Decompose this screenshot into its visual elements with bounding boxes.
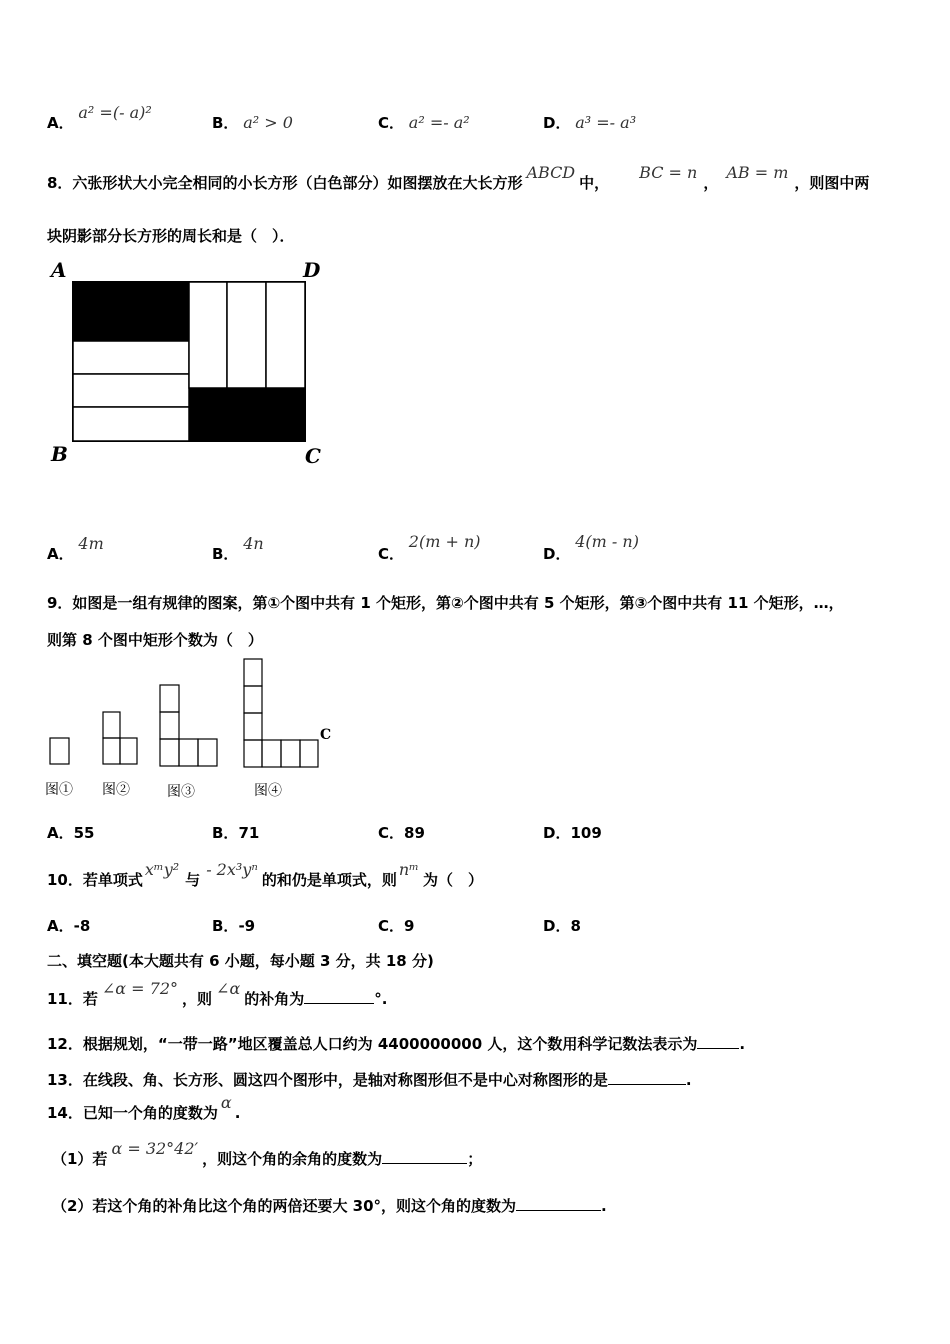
q14-end: . (234, 1104, 241, 1122)
grid-cell (198, 739, 217, 766)
q10-text: 的和仍是单项式，则 (261, 871, 397, 889)
option-expression: 2(m + n) (408, 532, 481, 551)
vertex-label-d: D (303, 258, 321, 282)
q9-option-c (378, 822, 425, 843)
option-label: A． (47, 545, 74, 563)
q9-line2: 则第 8 个图中矩形个数为（ ） (47, 631, 263, 649)
option-label: A． (47, 917, 74, 935)
q9-figure (40, 655, 340, 805)
q8-text: 中， (579, 174, 610, 192)
q10-line (47, 860, 483, 890)
option-label: C． (378, 917, 405, 935)
vertex-label-c: C (305, 444, 321, 468)
q10-text: 10．若单项式 (47, 871, 143, 889)
option-value: 9 (404, 917, 415, 935)
option-label: D． (543, 545, 571, 563)
q14-sub1-end: ； (467, 1150, 483, 1168)
q11-line (47, 979, 388, 1009)
q10-option-a (47, 915, 90, 936)
q11-text: 的补角为 (244, 990, 305, 1008)
figure-caption: 图② (102, 782, 130, 798)
q8-option-b (212, 534, 264, 564)
q12-end: . (739, 1035, 746, 1053)
grid-cell (244, 659, 262, 686)
option-label: A． (47, 824, 74, 842)
q14-text: 14．已知一个角的度数为 (47, 1104, 218, 1122)
q14-math-alpha: α (220, 1093, 232, 1112)
q8-comma: ， (703, 174, 719, 192)
grid-cell (50, 738, 69, 764)
shaded-rectangle-bottom-right (189, 388, 305, 441)
answer-blank[interactable] (382, 1149, 467, 1164)
option-value: -8 (73, 917, 91, 935)
option-value: -9 (238, 917, 256, 935)
answer-blank[interactable] (516, 1196, 601, 1211)
grid-cell (262, 740, 281, 767)
option-label: D． (543, 917, 571, 935)
q14-sub2-text: （2）若这个角的补角比这个角的两倍还要大 30°，则这个角的度数为 (52, 1197, 517, 1215)
q8-option-a (47, 534, 104, 564)
option-label: B． (212, 545, 239, 563)
answer-blank[interactable] (304, 989, 374, 1004)
shaded-rectangle-top-left (73, 282, 189, 341)
q9-option-d (543, 822, 602, 843)
grid-cell (160, 685, 179, 712)
figure-caption: 图③ (167, 784, 195, 800)
option-expression: a² =(- a)² (78, 103, 152, 122)
option-expression: a³ =- a³ (575, 113, 637, 132)
q10-math-term1: xᵐy² (144, 860, 180, 879)
q8-math-bc: BC = n (639, 163, 698, 182)
q11-text: ，则 (182, 990, 213, 1008)
q13-end: . (685, 1071, 692, 1089)
q10-option-b (212, 915, 255, 936)
vertex-label-b: B (51, 442, 68, 466)
option-expression: 4m (78, 534, 104, 553)
option-label: C． (378, 824, 405, 842)
figure-caption: 图① (45, 782, 73, 798)
q10-math-term3: nᵐ (398, 860, 419, 879)
q13-text: 13．在线段、角、长方形、圆这四个图形中，是轴对称图形但不是中心对称图形的是 (47, 1071, 608, 1089)
grid-cell (281, 740, 300, 767)
q10-text: 与 (185, 871, 201, 889)
q8-line2: 块阴影部分长方形的周长和是（ ）． (47, 227, 295, 245)
option-expression: a² =- a² (408, 113, 470, 132)
q12-text: 12．根据规划，“一带一路”地区覆盖总人口约为 4400000000 人，这个数用科学记数法表示为 (47, 1035, 698, 1053)
option-label: B． (212, 824, 239, 842)
q10-math-term2: - 2x³yⁿ (206, 860, 258, 879)
grid-cell (103, 712, 120, 738)
option-value: 109 (570, 824, 602, 842)
q9-option-a (47, 822, 94, 843)
grid-cell (103, 738, 120, 764)
option-value: 71 (238, 824, 260, 842)
figure-extra-label: C (320, 727, 332, 743)
vertex-label-a: A (51, 258, 67, 282)
q8-math-ab: AB = m (726, 163, 789, 182)
small-rectangle (189, 282, 227, 388)
small-rectangle (73, 407, 189, 441)
q10-option-d (543, 915, 581, 936)
q14-sub1-math: α = 32°42′ (111, 1139, 199, 1158)
q13-line (47, 1069, 692, 1090)
option-label: D． (543, 824, 571, 842)
q11-math-alpha: ∠α (216, 979, 241, 998)
grid-cell (244, 686, 262, 713)
q14-line (47, 1093, 241, 1123)
option-label: C． (378, 545, 405, 563)
q14-sub2-end: . (601, 1197, 607, 1215)
q14-sub1 (52, 1139, 483, 1169)
small-rectangle (73, 374, 189, 407)
option-expression: 4(m - n) (575, 532, 639, 551)
q8-option-c (378, 532, 481, 564)
small-rectangle (227, 282, 266, 388)
grid-cell (160, 739, 179, 766)
q8-text: 8．六张形状大小完全相同的小长方形（白色部分）如图摆放在大长方形 (47, 174, 523, 192)
q7-option-a (47, 103, 152, 133)
option-value: 55 (73, 824, 95, 842)
option-expression: 4n (243, 534, 264, 553)
option-label: B． (212, 917, 239, 935)
option-label: B． (212, 114, 239, 132)
q7-option-b (212, 112, 293, 133)
q8-option-d (543, 532, 639, 564)
small-rectangle (73, 341, 189, 374)
q11-math-angle: ∠α = 72° (101, 979, 179, 998)
q9-option-b (212, 822, 259, 843)
option-expression: a² > 0 (243, 113, 293, 132)
q12-line (47, 1033, 745, 1054)
section-heading: 二、填空题(本大题共有 6 小题，每小题 3 分，共 18 分) (47, 952, 434, 970)
option-value: 89 (404, 824, 425, 842)
option-label: A． (47, 114, 74, 132)
grid-cell (160, 712, 179, 739)
q8-figure (45, 255, 345, 470)
q8-text: ，则图中两 (794, 174, 870, 192)
q14-sub1-text: （1）若 (52, 1150, 108, 1168)
q11-text: 11．若 (47, 990, 98, 1008)
q14-sub2 (52, 1195, 607, 1216)
q8-math-abcd: ABCD (526, 163, 576, 182)
option-value: 8 (570, 917, 581, 935)
grid-cell (300, 740, 318, 767)
answer-blank[interactable] (697, 1034, 739, 1049)
q7-option-c (378, 112, 470, 133)
q10-text: 为（ ） (422, 871, 483, 889)
option-label: D． (543, 114, 571, 132)
q11-text: °. (374, 990, 388, 1008)
q7-option-d (543, 112, 636, 133)
grid-cell (179, 739, 198, 766)
answer-blank[interactable] (608, 1070, 686, 1085)
q14-sub1-text: ，则这个角的余角的度数为 (202, 1150, 383, 1168)
figure-caption: 图④ (254, 783, 282, 799)
grid-cell (244, 740, 262, 767)
grid-cell (120, 738, 137, 764)
small-rectangle (266, 282, 305, 388)
q9-line1: 9．如图是一组有规律的图案，第①个图中共有 1 个矩形，第②个图中共有 5 个矩形，第③个图中共有 11 个矩形，…， (47, 594, 844, 612)
q10-option-c (378, 915, 414, 936)
q8-line1 (47, 163, 870, 193)
grid-cell (244, 713, 262, 740)
option-label: C． (378, 114, 405, 132)
